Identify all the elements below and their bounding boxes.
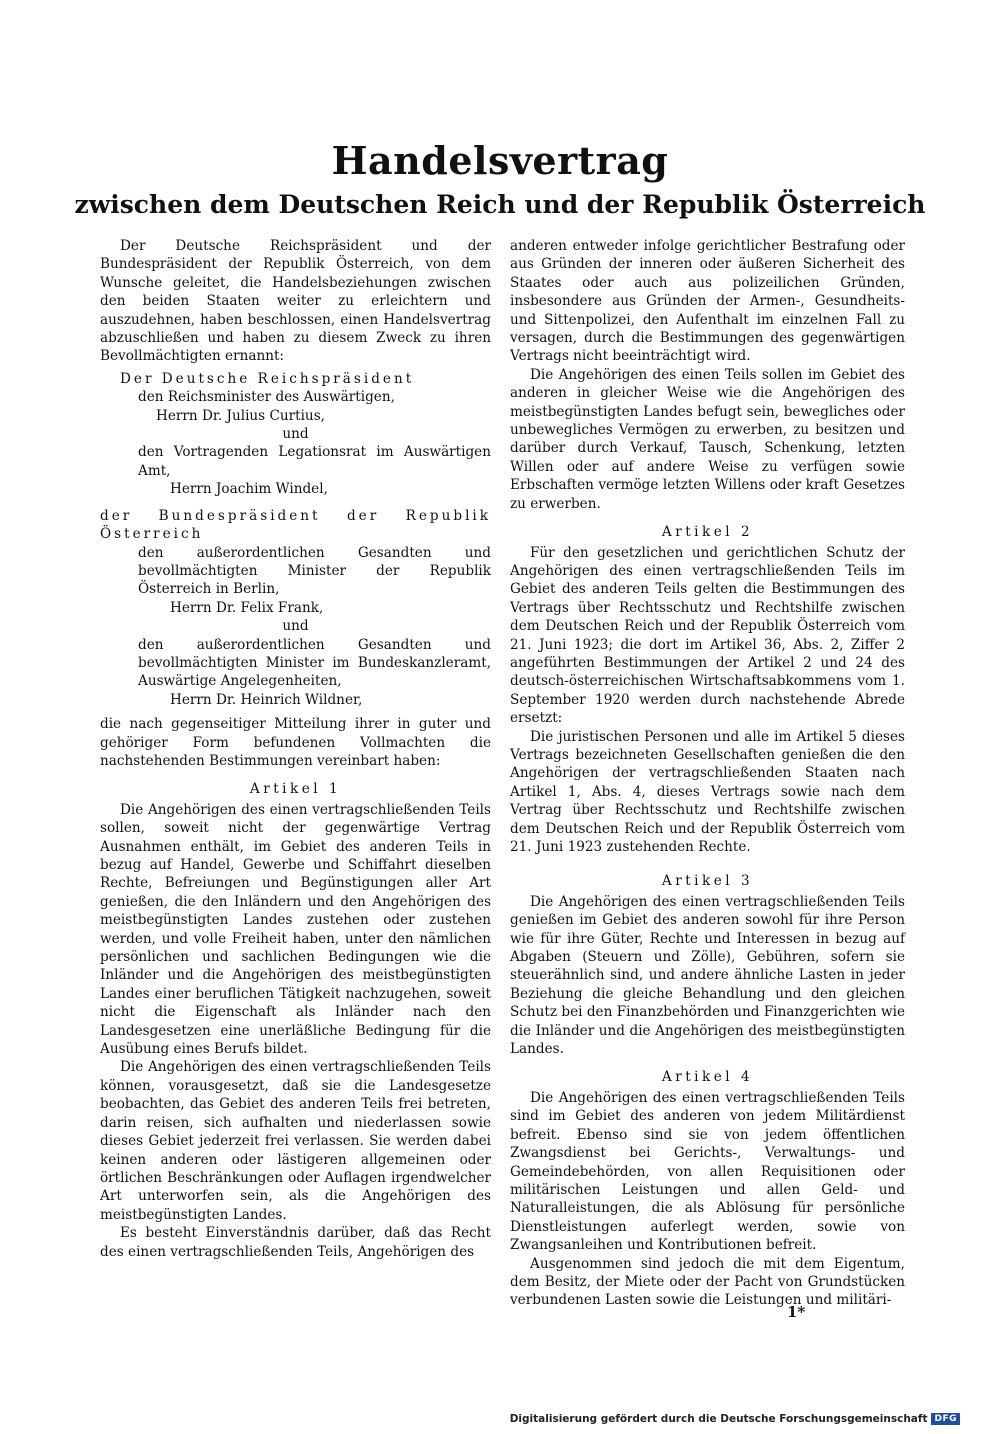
article-4-heading: Artikel 4 [661,1069,754,1086]
article-2-paragraph-2: Die juristischen Personen und alle im Artikel 5 dieses Vertrags bezeichneten Gesellschaften genießen die den Angehörigen der vertragschließenden Staaten nach Artikel 1, Abs. 4, dieses Vertrags sowie nach dem Vertrag über Rechtsschutz und Rechtshilfe zwischen dem Deutschen Reich und der Republik Österreich vom 21. Juni 1923 zustehenden Rechte. [510,728,905,855]
article-1-paragraph-1: Die Angehörigen des einen vertragschließenden Teils sollen, soweit nicht der gegenwärtige Vertrag Ausnahmen enthält, im Gebiet des anderen Teils in bezug auf Handel, Gewerbe und Schiffahrt dieselben Rechte, Befreiungen und Begünstigungen aller Art genießen, die den Inländern und den Angehörigen des meistbegünstigten Landes zustehen oder zustehen werden, und volle Freiheit haben, unter den nämlichen persönlichen und sachlichen Bedingungen wie die Inländer und die Angehörigen des meistbegünstigten Landes einer beruflichen Tätigkeit nachzugehen, soweit nicht die Eigenschaft als Inländer nach den Landesgesetzen eine unerläßliche Bedingung für die Ausübung eines Berufs bildet. [100,801,491,1058]
plenipotentiary-1-head: Der Deutsche Reichspräsident [120,370,415,387]
left-column [100,237,491,1261]
plenipotentiary-1b-name: Herrn Joachim Windel, [170,481,328,498]
and-separator-1: und [282,426,309,443]
digitization-footer [510,1413,960,1425]
article-1-heading: Artikel 1 [249,781,342,798]
page-number: 1* [787,1303,806,1321]
article-4-paragraph-2: Ausgenommen sind jedoch die mit dem Eigentum, dem Besitz, der Miete oder der Pacht von Grundstücken verbundenen Lasten sowie die Leistungen und militäri- [510,1255,905,1309]
plenipotentiary-1a-office: den Reichsminister des Auswärtigen, [138,389,395,406]
plenipotentiary-2b-office: den außerordentlichen Gesandten und bevollmächtigten Minister im Bundeskanzleramt, Auswärtige Angelegenheiten, [138,636,491,690]
article-1-paragraph-2: Die Angehörigen des einen vertragschließenden Teils können, vorausgesetzt, daß sie die Landesgesetze beobachten, das Gebiet des anderen Teils frei betreten, darin reisen, sich aufhalten und niederlassen sowie dieses Gebiet jederzeit frei verlassen. Sie werden dabei keinen anderen oder lästigeren allgemeinen oder örtlichen Beschränkungen oder Auflagen irgendwelcher Art unterworfen sein, als die Angehörigen des meistbegünstigten Landes. [100,1059,491,1223]
document-title: Handelsvertrag [331,138,669,183]
plenipotentiary-2-head: der Bundespräsident der Republik Österreich [100,507,491,543]
plenipotentiary-2a-office: den außerordentlichen Gesandten und bevollmächtigten Minister der Republik Österreich in Berlin, [138,544,491,598]
plenipotentiary-2a-name: Herrn Dr. Felix Frank, [170,599,324,616]
article-3-paragraph-1: Die Angehörigen des einen vertragschließenden Teils genießen im Gebiet des anderen sowohl für ihre Person wie für ihre Güter, Rechte und Interessen in bezug auf Abgaben (Steuern und Zölle), Gebühren, sofern sie steuerähnlich sind, und andere ähnliche Lasten in jeder Beziehung die gleiche Behandlung und den gleichen Schutz bei den Finanzbehörden und Finanzgerichten wie die Inländer und die Angehörigen des meistbegünstigten Landes. [510,893,905,1058]
article-3-heading: Artikel 3 [661,873,754,890]
plenipotentiary-1b-office: den Vortragenden Legationsrat im Auswärtigen Amt, [138,444,491,479]
dfg-logo-icon: DFG [931,1413,960,1425]
footer-text: Digitalisierung gefördert durch die Deutsche Forschungsgemeinschaft [509,1413,928,1425]
preamble: Der Deutsche Reichspräsident und der Bundespräsident der Republik Österreich, von dem Wunsche geleitet, die Handelsbeziehungen zwischen den beiden Staaten weiter zu erleichtern und auszudehnen, haben beschlossen, einen Handelsvertrag abzuschließen und haben zu diesem Zweck zu ihren Bevollmächtigten ernannt: [100,238,491,365]
article-2-paragraph-1: Für den gesetzlichen und gerichtlichen Schutz der Angehörigen des einen vertragschließenden Teils im Gebiet des anderen Teils gelten die Bestimmungen des Vertrags über Rechtsschutz und Rechtshilfe zwischen dem Deutschen Reich und der Republik Österreich vom 21. Juni 1923; die dort im Artikel 36, Abs. 2, Ziffer 2 angeführten Bestimmungen der Artikel 2 und 24 des deutsch-österreichischen Wirtschaftsabkommens vom 1. September 1920 werden durch nachstehende Abrede ersetzt: [510,544,905,727]
article-1-paragraph-4: Die Angehörigen des einen Teils sollen im Gebiet des anderen in gleicher Weise wie die Angehörigen des meistbegünstigten Landes befugt sein, bewegliches oder unbewegliches Vermögen zu erwerben, zu besitzen und darüber durch Verkauf, Tausch, Schenkung, letzten Willen oder auf andere Weise zu verfügen sowie Erbschaften vermöge letzten Willens oder kraft Gesetzes zu erwerben. [510,366,905,512]
article-1-paragraph-3: Es besteht Einverständnis darüber, daß das Recht des einen vertragschließenden Teils, Angehörigen des [100,1225,491,1260]
and-separator-2: und [282,618,309,635]
article-2-heading: Artikel 2 [661,524,754,541]
preamble-closing: die nach gegenseitiger Mitteilung ihrer in guter und gehöriger Form befundenen Vollmachten die nachstehenden Bestimmungen vereinbart haben: [100,716,491,769]
article-4-paragraph-1: Die Angehörigen des einen vertragschließenden Teils sind im Gebiet des anderen von jedem Militärdienst befreit. Ebenso sind sie von jedem öffentlichen Zwangsdienst bei Gerichts-, Verwaltungs- und Gemeindebehörden, von allen Requisitionen oder militärischen Leistungen und allen Geld- und Naturalleistungen, die als Ablösung für persönliche Dienstleistungen auferlegt werden, sowie von Zwangsanleihen und Kontributionen befreit. [510,1089,905,1254]
document-subtitle: zwischen dem Deutschen Reich und der Republik Österreich [74,190,926,219]
article-1-continuation: anderen entweder infolge gerichtlicher Bestrafung oder aus Gründen der inneren oder äußeren Sicherheit des Staates oder auch aus polizeilichen Gründen, insbesondere aus Gründen der Armen-, Gesundheits- und Sittenpolizei, den Aufenthalt im einzelnen Fall zu versagen, durch die Bestimmungen des gegenwärtigen Vertrags nicht beeinträchtigt wird. [510,238,905,365]
right-column [510,237,905,1310]
plenipotentiary-2b-name: Herrn Dr. Heinrich Wildner, [170,691,363,708]
plenipotentiary-1a-name: Herrn Dr. Julius Curtius, [156,407,325,424]
